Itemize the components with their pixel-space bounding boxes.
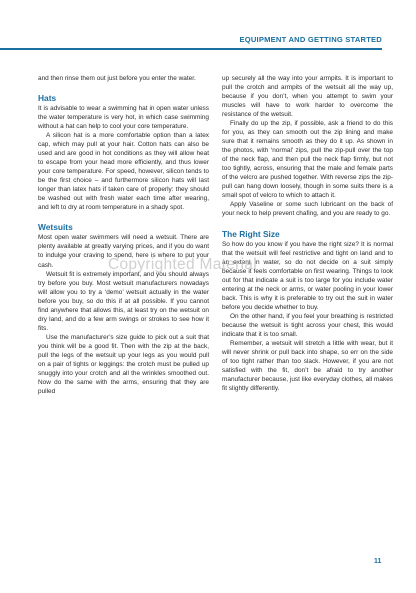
header-rule	[0, 48, 382, 50]
copyright-watermark: Copyrighted Material	[108, 256, 258, 273]
left-column	[38, 74, 209, 396]
section-heading-wetsuits: Wetsuits	[38, 222, 73, 233]
paragraph: up securely all the way into your armpits. It is important to pull the crotch and armpits of the wetsuit all the way up, because if you don’t, when you attempt to swim your muscles will have to work harder to overcome the resistance of the wetsuit.	[222, 75, 393, 119]
paragraph: It is advisable to wear a swimming hat in open water unless the water temperature is very hot, in which case swimming without a hat can help to cool your core temperature.	[38, 105, 209, 131]
paragraph: Finally do up the zip, if possible, ask a friend to do this for you, as they can smooth out the zip lining and make sure that it remains smooth as they do it up. As shown in the photos, with ‘normal’ zips, pull the zip-pull over the top of the neck flap, and then pull the neck flap firmly, but not too tightly, across, ensuring that the male and female parts of the velcro are pushed together. With reverse zips the zip-pull can hang down loosely, though in some suits there is a small spot of velcro to which to attach it.	[222, 120, 393, 200]
paragraph: Use the manufacturer’s size guide to pick out a suit that you think will be a good fit. Then with the zip at the back, pull the legs of the wetsuit up your legs as you would pull on a pair of tights or leggings: the crotch must be pulled up snuggly into your crotch and all the wrinkles smoothed out. Now do the same with the arms, ensuring that they are pulled	[38, 333, 209, 395]
paragraph: Apply Vaseline or some such lubricant on the back of your neck to help prevent chafing, and you are ready to go.	[222, 201, 393, 218]
paragraph: A silicon hat is a more comfortable option than a latex cap, which may pull at your hair. Cotton hats can also be used and are good in hot conditions as they will allow heat to escape from your head more efficiently, and thus lower your core temperature. For speed, however, silicon tends to be the first choice – and furthermore silicon hats will last longer than latex hats if taken care of properly: they should be washed out with fresh water each time after wearing, and left to dry at room temperature in a shady spot.	[38, 132, 209, 212]
section-heading-right-size: The Right Size	[222, 228, 280, 239]
paragraph: Most open water swimmers will need a wetsuit. There are plenty available at greatly varying prices, and if you do want to indulge your craving to spend, here is where to put your cash.	[38, 234, 209, 269]
running-header-title: EQUIPMENT AND GETTING STARTED	[239, 35, 382, 44]
section-heading-hats: Hats	[38, 93, 57, 104]
page-number: 11	[374, 558, 382, 565]
paragraph: and then rinse them out just before you enter the water.	[38, 75, 196, 82]
paragraph: On the other hand, if you feel your breathing is restricted because the wetsuit is tight across your chest, this would indicate that it is too small.	[222, 312, 393, 338]
paragraph: Remember, a wetsuit will stretch a little with wear, but it will never shrink or pull back into shape, so err on the side of too tight rather than too slack. However, if you are not satisfied with the fit, don’t be afraid to try another manufacturer because, just like everyday clothes, all makes fit slightly differently.	[222, 339, 393, 392]
paragraph: Wetsuit fit is extremely important, and you should always try before you buy. Most wetsuit manufacturers nowadays will allow you to try a ‘demo’ wetsuit actually in the water before you buy, so do this if at all possible. If you cannot find anywhere that allows this, at least try on the wetsuit on dry land, and do a few arm swings or strokes to see how it fits.	[38, 270, 209, 332]
paragraph: So how do you know if you have the right size? It is normal that the wetsuit will feel restrictive and tight on land and to an extent in water, so do not decide on a suit simply because it feels comfortable on first wearing. Things to look out for that indicate a suit is too large for you include water entering at the neck or arms, or water pooling in your lower back. This is why it is preferable to try out the suit in water before you decide whether to buy.	[222, 240, 393, 311]
right-column	[222, 74, 393, 393]
